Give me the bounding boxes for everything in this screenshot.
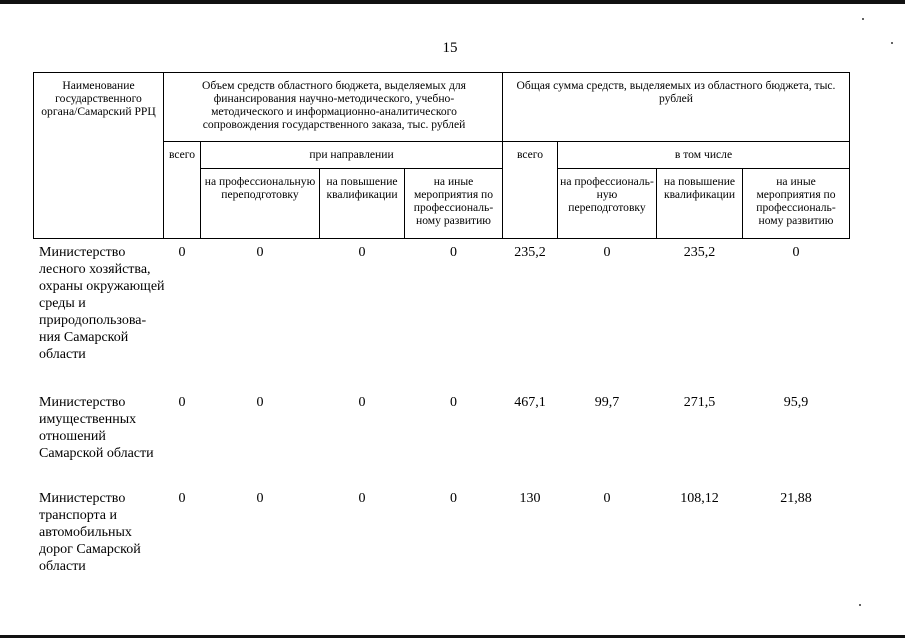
table-cell: 271,5 [683,395,716,410]
table-cell: 0 [178,395,186,410]
table-cell: 0 [256,491,264,506]
table-cell: 0 [450,491,457,506]
table-cell: 21,88 [780,491,812,506]
table-rule-group-header [163,141,849,142]
table-border-top [33,72,849,73]
table-cell: 0 [358,395,366,410]
table-rule-b-sub [557,168,849,169]
header-group-b: Общая сумма средств, выделяемых из областного бюджета, тыс. рублей [516,79,836,105]
table-cell: 99,7 [594,395,620,410]
header-a-total: всего [168,148,196,161]
table-cell: 0 [450,245,457,260]
table-cell: 0 [256,395,264,410]
table-cell: 0 [358,491,366,506]
table-border-right [849,72,850,239]
table-cell: 0 [792,245,800,260]
header-a3: на иные мероприятия по профессиональ-ному развитию [413,175,494,227]
table-cell: 0 [178,245,186,260]
header-b-sub: в том числе [674,148,733,161]
header-a1: на профессиональную переподготовку [204,175,316,201]
header-b2: на повышение квалификации [663,175,736,201]
table-cell: 0 [603,245,611,260]
table-cell: 108,12 [680,491,719,506]
table-row-org-name: Министерство лесного хозяйства, охраны окружающей среды и природопользова-ния Самарской области [39,245,165,362]
header-group-a: Объем средств областного бюджета, выделяемых для финансирования научно-методического, учебно-методического и информационно-аналитического сопровождения государственного заказа, тыс. рублей [202,79,466,131]
header-org: Наименование государственного органа/Самарский РРЦ [41,79,156,118]
header-b3: на иные мероприятия по профессиональ-ному развитию [756,175,836,227]
header-a-sub: при направлении [309,148,394,161]
table-cell: 0 [450,395,457,410]
table-rule-header-bottom [33,238,849,239]
table-cell: 0 [603,491,611,506]
table-cell: 95,9 [783,395,809,410]
table-cell: 0 [256,245,264,260]
header-a2: на повышение квалификации [326,175,398,201]
header-b1: на профессиональ-ную переподготовку [560,175,654,214]
table-cell: 0 [358,245,366,260]
page-number: 15 [442,40,458,56]
table-cell: 0 [178,491,186,506]
table-row-org-name: Министерство имущественных отношений Самарской области [39,395,154,461]
table-cell: 235,2 [514,245,546,260]
table-rule-a-sub [200,168,502,169]
table-cell: 467,1 [514,395,546,410]
table-cell: 235,2 [683,245,716,260]
header-b-total: всего [516,148,544,161]
table-cell: 130 [519,491,541,506]
table-row-org-name: Министерство транспорта и автомобильных дорог Самарской области [39,491,141,574]
